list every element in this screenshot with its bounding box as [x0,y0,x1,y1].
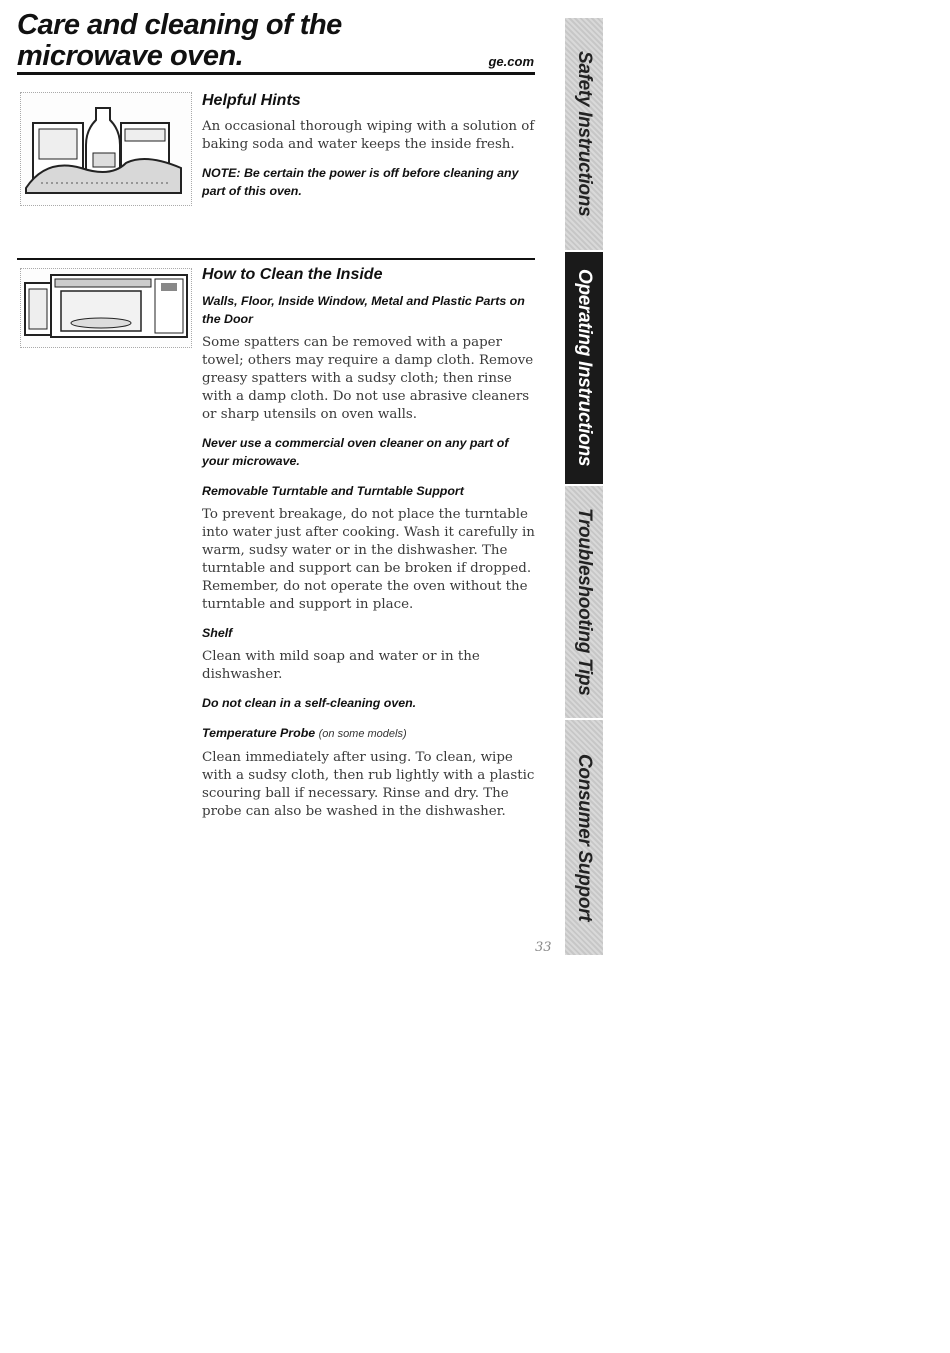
microwave-interior-illustration [20,268,192,348]
power-off-note: NOTE: Be certain the power is off before cleaning any part of this oven. [202,166,519,198]
probe-body: Clean immediately after using. To clean, wipe with a sudsy cloth, then rub lightly with a plastic scouring ball if necessary. Rinse and dry. The probe can also be washed in the dishwasher. [202,750,535,819]
shelf-subheading: Shelf [202,626,233,640]
cleaning-supplies-illustration [20,92,192,206]
probe-subheading-text: Temperature Probe [202,726,316,740]
tab-safety-label: Safety Instructions [574,51,595,217]
oven-cleaner-warning: Never use a commercial oven cleaner on any part of your microwave. [202,436,509,468]
title-line-1: Care and cleaning of the [17,9,342,41]
walls-body: Some spatters can be removed with a paper towel; others may require a damp cloth. Remove greasy spatters with a sudsy cloth; then rinse with a damp cloth. Do not use abrasive cleaners or sharp utensils on oven walls. [202,335,534,422]
helpful-hints-heading: Helpful Hints [202,92,301,109]
walls-subheading: Walls, Floor, Inside Window, Metal and Plastic Parts on the Door [202,294,525,326]
turntable-body: To prevent breakage, do not place the turntable into water just after cooking. Wash it carefully in warm, sudsy water or in the dishwasher. The turntable and support can be broken if dropped. Remember, do not operate the oven without the turntable and support in place. [202,507,535,612]
section-divider [17,258,535,260]
section-tabs-sidebar [565,18,603,955]
shelf-body: Clean with mild soap and water or in the dishwasher. [202,649,480,682]
clean-inside-heading: How to Clean the Inside [202,266,383,283]
tab-consumer-label: Consumer Support [574,753,595,922]
helpful-hints-body: An occasional thorough wiping with a solution of baking soda and water keeps the inside fresh. [202,119,535,152]
clean-inside-section [202,266,537,831]
helpful-hints-section [202,92,537,212]
shelf-warning: Do not clean in a self-cleaning oven. [202,696,417,710]
page-title [17,10,537,72]
page-number: 33 [535,940,552,955]
tab-troubleshooting-tips[interactable] [565,486,603,718]
tab-safety-instructions[interactable] [565,18,603,250]
probe-subheading-note: (on some models) [318,728,407,740]
tab-troubleshooting-label: Troubleshooting Tips [574,508,595,696]
probe-subheading [202,724,537,743]
title-line-2: microwave oven. [17,40,244,72]
header-divider [17,72,535,75]
site-url[interactable]: ge.com [488,54,534,69]
tab-operating-label: Operating Instructions [574,269,595,467]
turntable-subheading: Removable Turntable and Turntable Support [202,484,464,498]
tab-operating-instructions[interactable] [565,252,603,484]
tab-consumer-support[interactable] [565,720,603,955]
